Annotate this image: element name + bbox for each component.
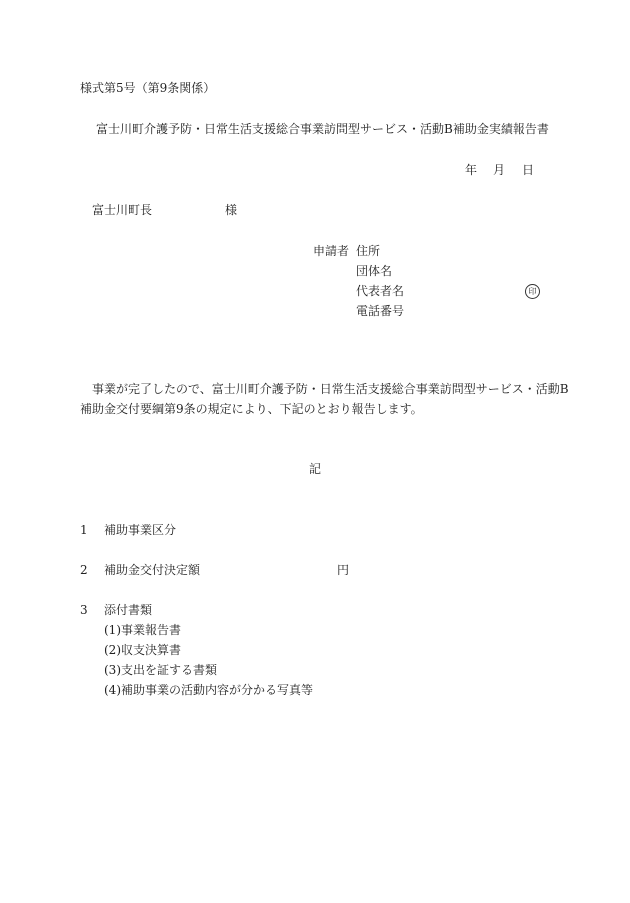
item-1-number: 1 bbox=[80, 523, 88, 537]
form-number: 様式第5号（第9条関係） bbox=[80, 81, 216, 95]
body-line-2: 補助金交付要綱第9条の規定により、下記のとおり報告します。 bbox=[80, 402, 423, 416]
attachment-3: (3)支出を証する書類 bbox=[104, 663, 217, 677]
applicant-phone-label: 電話番号 bbox=[356, 304, 405, 318]
applicant-representative-label: 代表者名 bbox=[356, 284, 405, 298]
attachment-2: (2)収支決算書 bbox=[104, 643, 181, 657]
date-year: 年 bbox=[465, 163, 478, 177]
attachment-4: (4)補助事業の活動内容が分かる写真等 bbox=[104, 683, 313, 697]
item-2-number: 2 bbox=[80, 563, 88, 577]
date-month: 月 bbox=[493, 163, 506, 177]
date-day: 日 bbox=[522, 163, 535, 177]
item-3-number: 3 bbox=[80, 603, 88, 617]
addressee-name: 富士川町長 bbox=[92, 203, 153, 217]
applicant-label: 申請者 bbox=[313, 244, 350, 258]
item-2-label: 補助金交付決定額 bbox=[104, 563, 201, 577]
seal-mark: 印 bbox=[525, 284, 540, 299]
item-2-unit: 円 bbox=[337, 563, 350, 577]
attachment-1: (1)事業報告書 bbox=[104, 623, 181, 637]
item-1-label: 補助事業区分 bbox=[104, 523, 177, 537]
ki-heading: 記 bbox=[309, 462, 322, 476]
applicant-group-label: 団体名 bbox=[356, 264, 393, 278]
item-3-label: 添付書類 bbox=[104, 603, 153, 617]
document-title: 富士川町介護予防・日常生活支援総合事業訪問型サービス・活動B補助金実績報告書 bbox=[96, 122, 549, 136]
addressee-honorific: 様 bbox=[225, 203, 238, 217]
applicant-address-label: 住所 bbox=[356, 244, 381, 258]
body-line-1: 事業が完了したので、富士川町介護予防・日常生活支援総合事業訪問型サービス・活動B bbox=[92, 382, 569, 396]
